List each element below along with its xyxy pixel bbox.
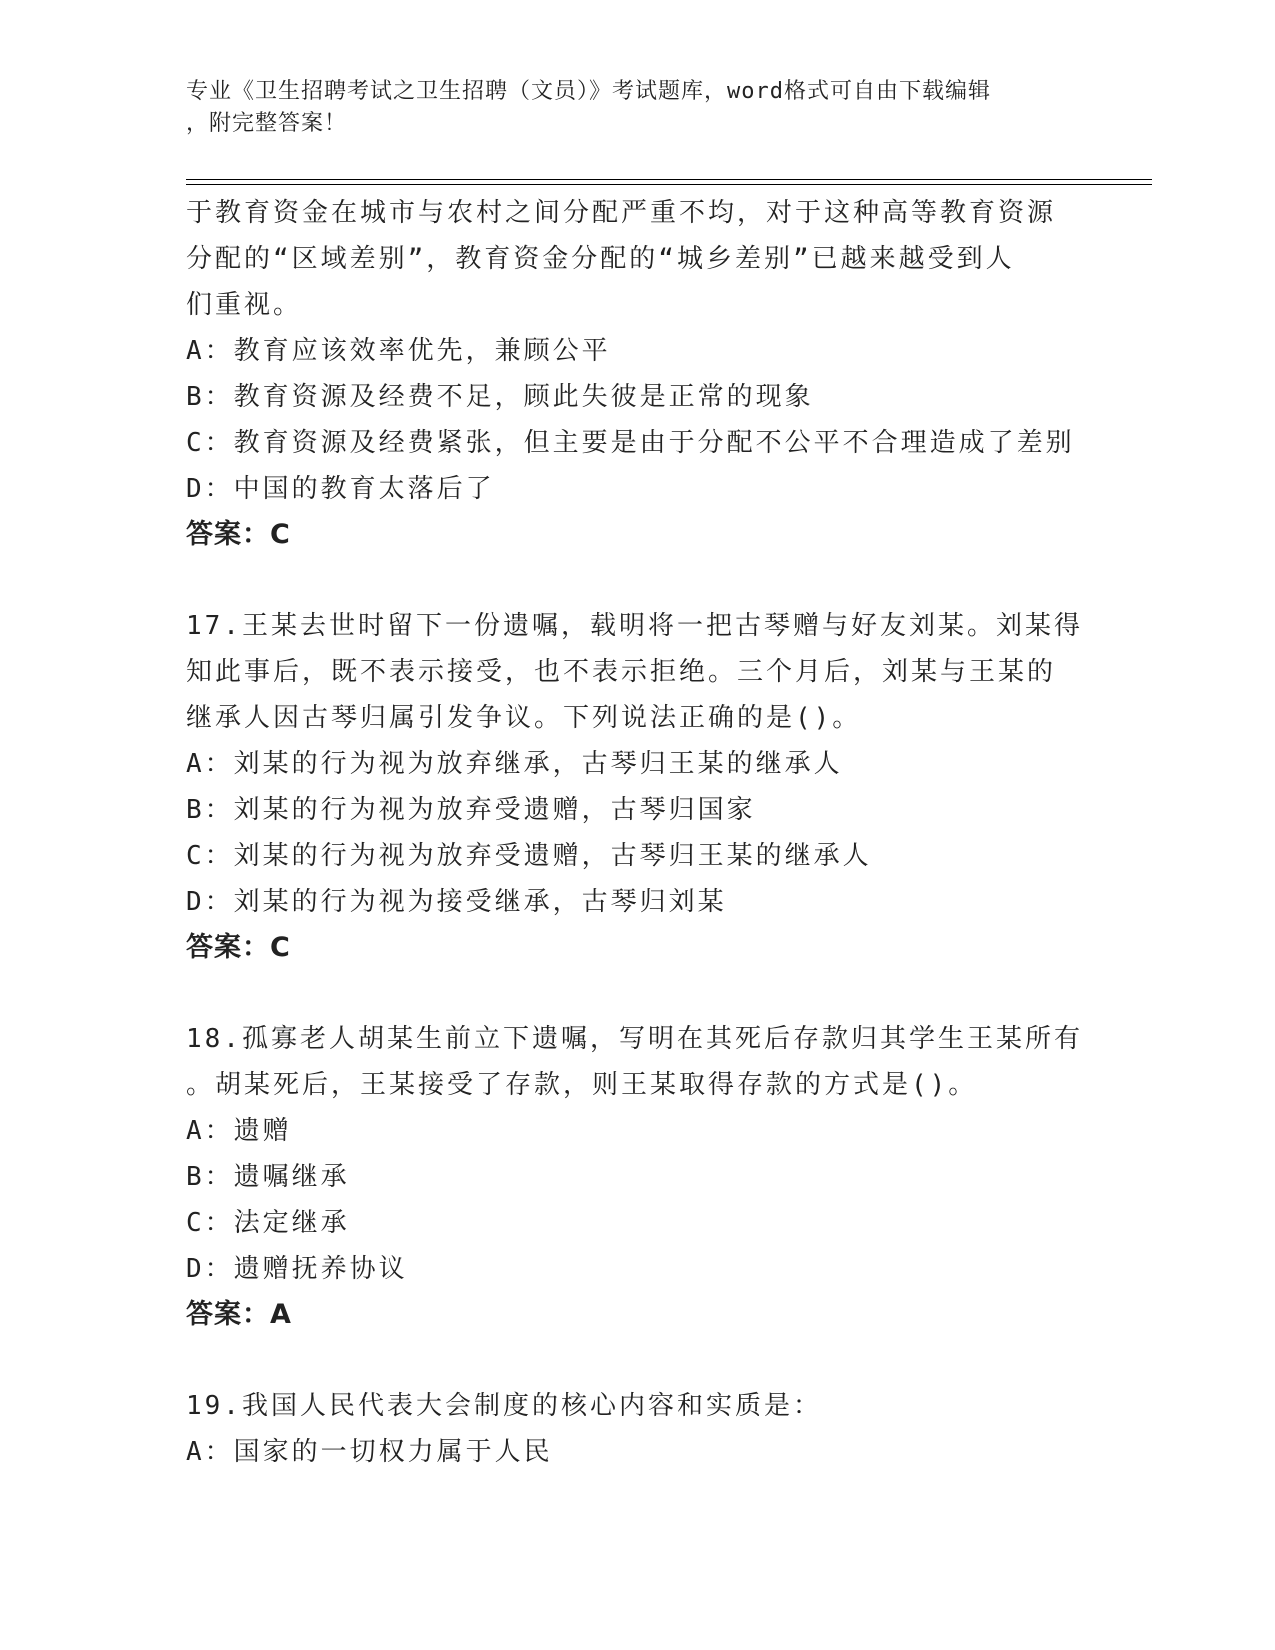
answer-label: 答案：C	[186, 519, 291, 550]
header-rule-top	[186, 179, 1152, 180]
question-stem-line: 于教育资金在城市与农村之间分配严重不均，对于这种高等教育资源	[186, 198, 1057, 228]
option-c: C：教育资源及经费紧张，但主要是由于分配不公平不合理造成了差别	[186, 428, 1075, 458]
option-d: D：刘某的行为视为接受继承，古琴归刘某	[186, 887, 727, 917]
question-stem-line: 知此事后，既不表示接受，也不表示拒绝。三个月后，刘某与王某的	[186, 657, 1057, 687]
answer-label: 答案：C	[186, 932, 291, 963]
header-rule-bottom	[186, 184, 1152, 185]
option-d: D：遗赠抚养协议	[186, 1254, 408, 1284]
question-16	[186, 190, 1086, 558]
question-stem-line: 们重视。	[186, 290, 303, 320]
option-b: B：遗嘱继承	[186, 1162, 350, 1192]
question-stem-line: 。胡某死后，王某接受了存款，则王某取得存款的方式是()。	[186, 1070, 978, 1100]
question-stem-line: 19.我国人民代表大会制度的核心内容和实质是：	[186, 1391, 822, 1421]
question-stem-line: 分配的“区域差别”，教育资金分配的“城乡差别”已越来越受到人	[186, 244, 1015, 274]
option-d: D：中国的教育太落后了	[186, 474, 495, 504]
header-line-1: 专业《卫生招聘考试之卫生招聘（文员）》考试题库，word格式可自由下载编辑	[186, 79, 991, 104]
option-b: B：教育资源及经费不足，顾此失彼是正常的现象	[186, 382, 814, 412]
answer-label: 答案：A	[186, 1299, 292, 1330]
option-c: C：法定继承	[186, 1208, 350, 1238]
header-line-2: ，附完整答案！	[186, 111, 348, 136]
question-list	[186, 190, 1086, 1475]
question-stem-line: 17.王某去世时留下一份遗嘱，载明将一把古琴赠与好友刘某。刘某得	[186, 611, 1083, 641]
option-a: A：教育应该效率优先，兼顾公平	[186, 336, 611, 366]
question-19	[186, 1383, 1086, 1475]
question-18	[186, 1016, 1086, 1338]
option-a: A：国家的一切权力属于人民	[186, 1437, 553, 1467]
option-a: A：刘某的行为视为放弃继承，古琴归王某的继承人	[186, 749, 843, 779]
option-b: B：刘某的行为视为放弃受遗赠，古琴归国家	[186, 795, 756, 825]
question-17	[186, 603, 1086, 971]
question-stem-line: 继承人因古琴归属引发争议。下列说法正确的是()。	[186, 703, 862, 733]
option-c: C：刘某的行为视为放弃受遗赠，古琴归王某的继承人	[186, 841, 872, 871]
question-stem-line: 18.孤寡老人胡某生前立下遗嘱，写明在其死后存款归其学生王某所有	[186, 1024, 1083, 1054]
option-a: A：遗赠	[186, 1116, 292, 1146]
document-header	[186, 76, 1066, 140]
